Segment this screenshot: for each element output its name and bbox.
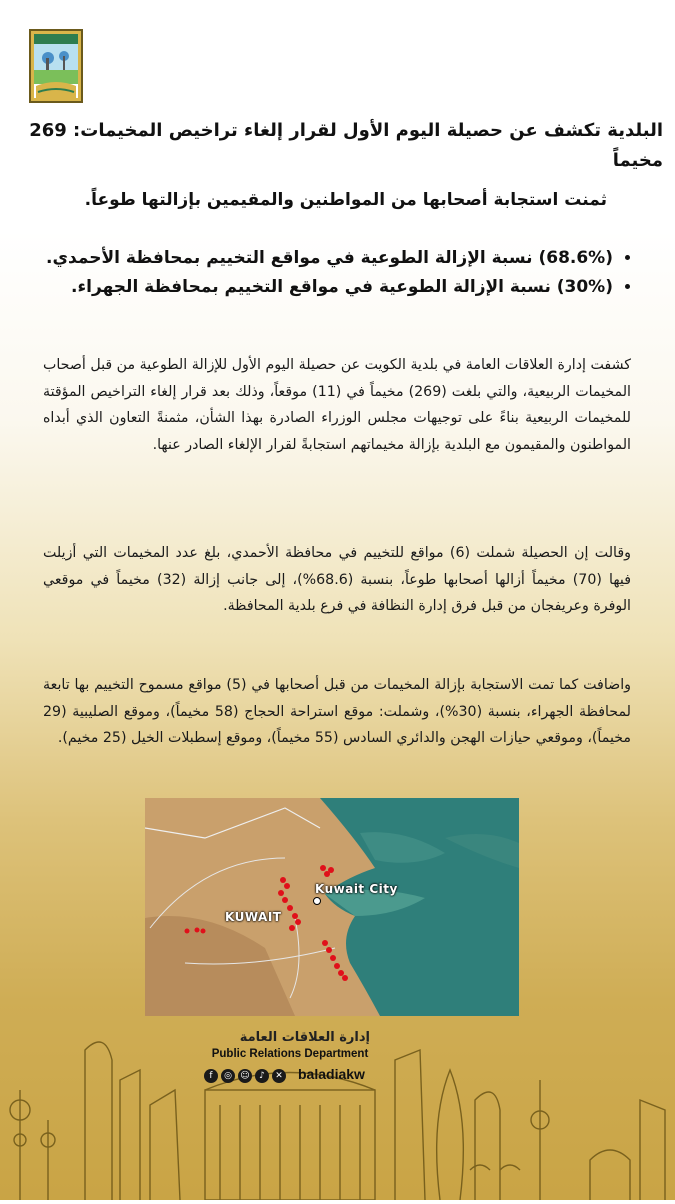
subheadline: ثمنت استجابة أصحابها من المواطنين والمقيمين بإزالتها طوعاً. — [84, 190, 607, 210]
municipality-logo — [28, 28, 84, 104]
social-icons — [204, 1068, 286, 1084]
facebook-icon: f — [204, 1069, 218, 1083]
highlights-list — [13, 244, 635, 302]
paragraph-intro: كشفت إدارة العلاقات العامة في بلدية الكويت عن حصيلة اليوم الأول للإزالة الطوعية من قبل أصحاب المخيمات الربيعية، والتي بلغت (269) مخيماً في (11) موقعاً، وذلك بعد قرار إلغاء التراخيص المؤقتة للمخيمات الربيعية بناءً على توجيهات مجلس الوزراء الصادرة بهذا الشأن، مثمنةً التعاون الذي أبداه المواطنون والمقيمون مع البلدية بإزالة مخيماتهم استجابةً لقرار الإلغاء الصادر عنها. — [43, 357, 631, 453]
tiktok-icon: ♪ — [255, 1069, 269, 1083]
map-label-kuwait: KUWAIT — [225, 910, 282, 924]
department-name-arabic: إدارة العلاقات العامة — [239, 1030, 370, 1045]
campsite-map — [145, 798, 519, 1016]
headline: البلدية تكشف عن حصيلة اليوم الأول لقرار إلغاء تراخيص المخيمات: 269 مخيماً — [29, 120, 663, 171]
x-icon: ✕ — [272, 1069, 286, 1083]
paragraph-ahmadi: وقالت إن الحصيلة شملت (6) مواقع للتخييم في محافظة الأحمدي، بلغ عدد المخيمات التي أزيلت فيها (70) مخيماً أزالها أصحابها طوعاً، بنسبة (68.6%)، إلى جانب إزالة (32) مخيماً في موقعي الوفرة وعريفجان من قبل فرق إدارة النظافة في فرع بلدية المحافظة. — [43, 545, 631, 614]
highlight-ahmadi: • (68.6%) نسبة الإزالة الطوعية في مواقع التخييم بمحافظة الأحمدي. — [13, 244, 613, 273]
instagram-icon: ◎ — [221, 1069, 235, 1083]
highlight-jahra: • (30%) نسبة الإزالة الطوعية في مواقع التخييم بمحافظة الجهراء. — [13, 273, 613, 302]
snapchat-icon: ☺ — [238, 1069, 252, 1083]
map-label-kuwait-city: Kuwait City — [315, 882, 398, 896]
paragraph-jahra: واضافت كما تمت الاستجابة بإزالة المخيمات من قبل أصحابها في (5) مواقع مسموح التخييم بها تابعة لمحافظة الجهراء، بنسبة (30%)، وشملت: موقع استراحة الحجاج (58 مخيماً)، وموقع الصليبية (29 مخيماً)، وموقعي حيازات الهجن والدائري السادس (55 مخيماً)، وموقع إسطبلات الخيل (25 مخيم). — [43, 677, 631, 746]
department-name-english: Public Relations Department — [211, 1048, 369, 1060]
social-handle: baladiakw — [298, 1066, 365, 1082]
